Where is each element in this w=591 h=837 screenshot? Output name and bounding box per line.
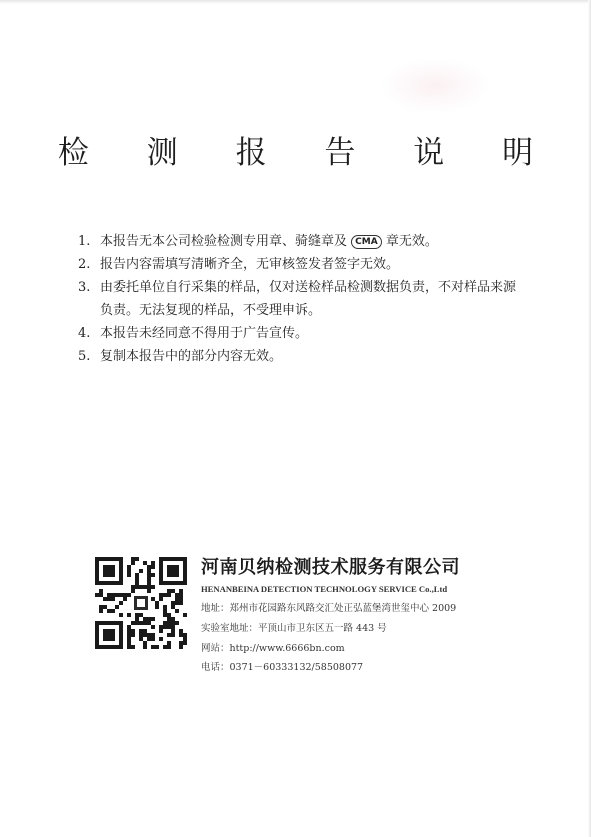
faint-stamp-mark [380, 58, 490, 114]
note-number: 1. [78, 234, 91, 249]
note-text: 本报告未经同意不得用于广告宣传。 [100, 326, 309, 341]
company-address: 地址：郑州市花园路东风路交汇处正弘蓝堡湾世玺中心 2009 [201, 603, 457, 614]
note-text: 由委托单位自行采集的样品，仅对送检样品检测数据负责，不对样品来源负责。无法复现的样品，不受理申诉。 [100, 280, 517, 318]
note-item [78, 230, 528, 253]
company-website[interactable]: 网站：http://www.6666bn.com [201, 642, 345, 654]
page-edge [0, 0, 591, 4]
note-text-part: 章无效。 [385, 234, 438, 249]
qr-code-icon [95, 557, 187, 649]
note-item [78, 276, 528, 322]
cma-mark-icon: CMA [351, 235, 382, 249]
note-number: 5. [78, 349, 91, 364]
company-name-en: HENANBEINA DETECTION TECHNOLOGY SERVICE Co.,Ltd [201, 584, 448, 594]
note-text-part: 本报告无本公司检验检测专用章、骑缝章及 [100, 234, 348, 249]
note-item [78, 345, 528, 368]
note-item [78, 253, 528, 276]
company-phone: 电话：0371－60333132/58508077 [201, 662, 364, 674]
note-text [100, 230, 528, 253]
contact-info [201, 599, 456, 678]
note-number: 3. [78, 280, 91, 295]
notes-list [78, 230, 528, 368]
lab-address: 实验室地址：平顶山市卫东区五一路 443 号 [201, 622, 387, 634]
note-item [78, 322, 528, 345]
note-number: 2. [78, 257, 91, 272]
note-text: 复制本报告中的部分内容无效。 [100, 349, 283, 364]
page-title: 检 测 报 告 说 明 [57, 135, 558, 171]
company-name-cn: 河南贝纳检测技术服务有限公司 [201, 557, 460, 578]
company-block [201, 553, 531, 594]
note-text: 报告内容需填写清晰齐全，无审核签发者签字无效。 [100, 257, 400, 272]
note-number: 4. [78, 326, 91, 341]
